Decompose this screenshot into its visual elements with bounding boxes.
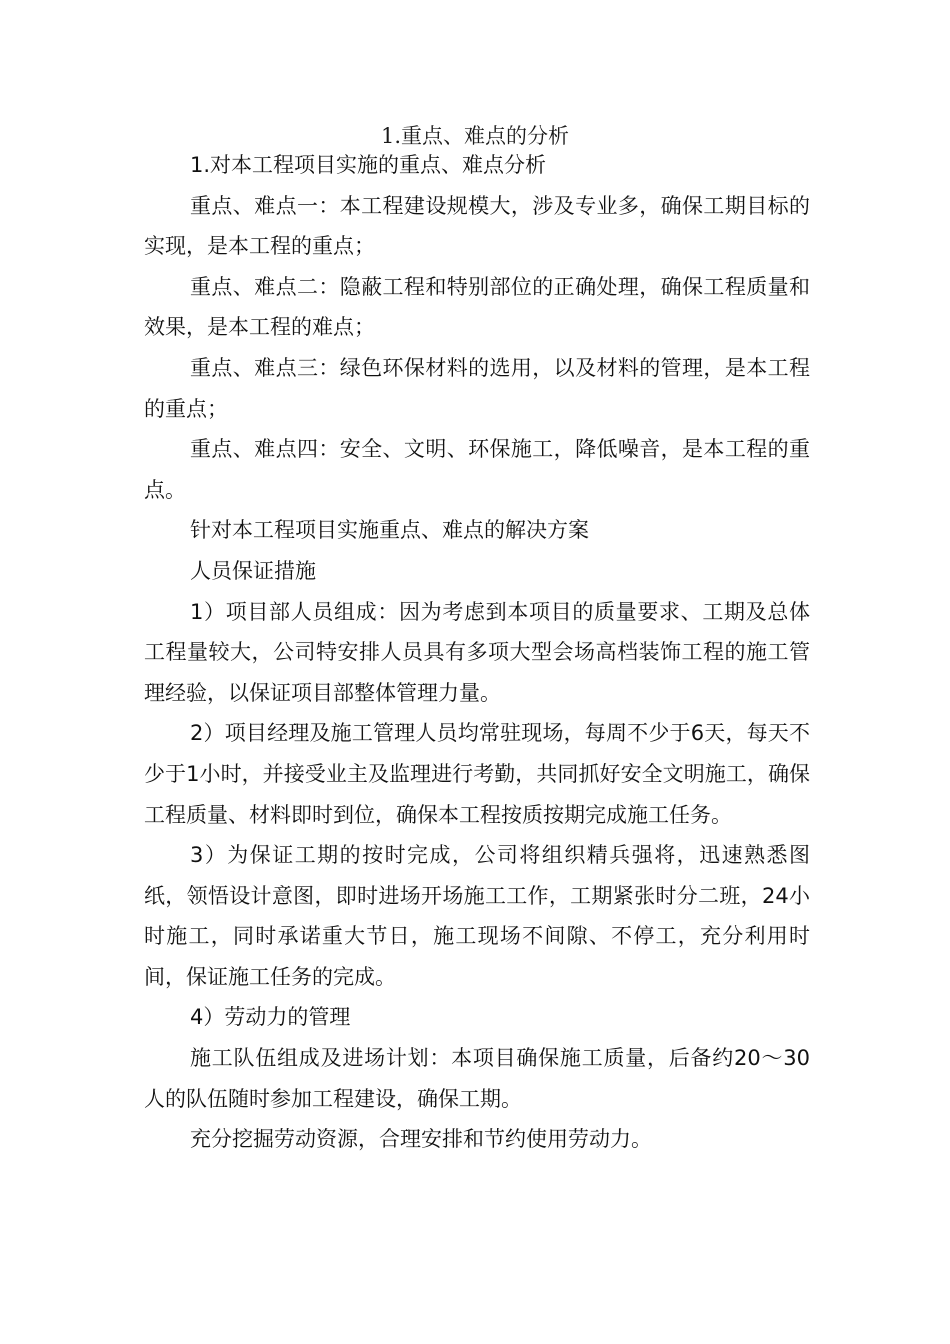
- paragraph-team-plan: 施工队伍组成及进场计划：本项目确保施工质量，后备约20～30人的队伍随时参加工程建设，确保工期。: [144, 1046, 810, 1111]
- paragraph-key-point-2: 重点、难点二：隐蔽工程和特别部位的正确处理，确保工程质量和效果，是本工程的难点；: [144, 274, 810, 340]
- paragraph-item-4: 4）劳动力的管理: [190, 1005, 351, 1030]
- paragraph-item-3: 3）为保证工期的按时完成，公司将组织精兵强将，迅速熟悉图纸，领悟设计意图，即时进场开场施工工作，工期紧张时分二班，24小时施工，同时承诺重大节日，施工现场不间隙、不停工，充分利用时间，保证施工任务的完成。: [144, 843, 810, 989]
- document-body: [144, 145, 810, 1160]
- paragraph-key-point-3: 重点、难点三：绿色环保材料的选用，以及材料的管理，是本工程的重点；: [144, 355, 810, 421]
- paragraph-heading-solution: 针对本工程项目实施重点、难点的解决方案: [190, 518, 589, 543]
- paragraph-key-point-1: 重点、难点一：本工程建设规模大，涉及专业多，确保工期目标的实现，是本工程的重点；: [144, 193, 810, 259]
- paragraph-item-2: 2）项目经理及施工管理人员均常驻现场，每周不少于6天，每天不少于1小时，并接受业主及监理进行考勤，共同抓好安全文明施工，确保工程质量、材料即时到位，确保本工程按质按期完成施工任务。: [144, 721, 810, 827]
- section-title: 1.重点、难点的分析: [380, 124, 570, 148]
- paragraph-heading-analysis: 1.对本工程项目实施的重点、难点分析: [190, 153, 547, 177]
- paragraph-key-point-4: 重点、难点四：安全、文明、环保施工，降低噪音，是本工程的重点。: [144, 437, 810, 502]
- paragraph-item-1: 1）项目部人员组成：因为考虑到本项目的质量要求、工期及总体工程量较大，公司特安排人员具有多项大型会场高档装饰工程的施工管理经验，以保证项目部整体管理力量。: [144, 599, 810, 705]
- paragraph-heading-personnel: 人员保证措施: [190, 558, 316, 583]
- paragraph-labor-usage: 充分挖掘劳动资源，合理安排和节约使用劳动力。: [190, 1127, 652, 1152]
